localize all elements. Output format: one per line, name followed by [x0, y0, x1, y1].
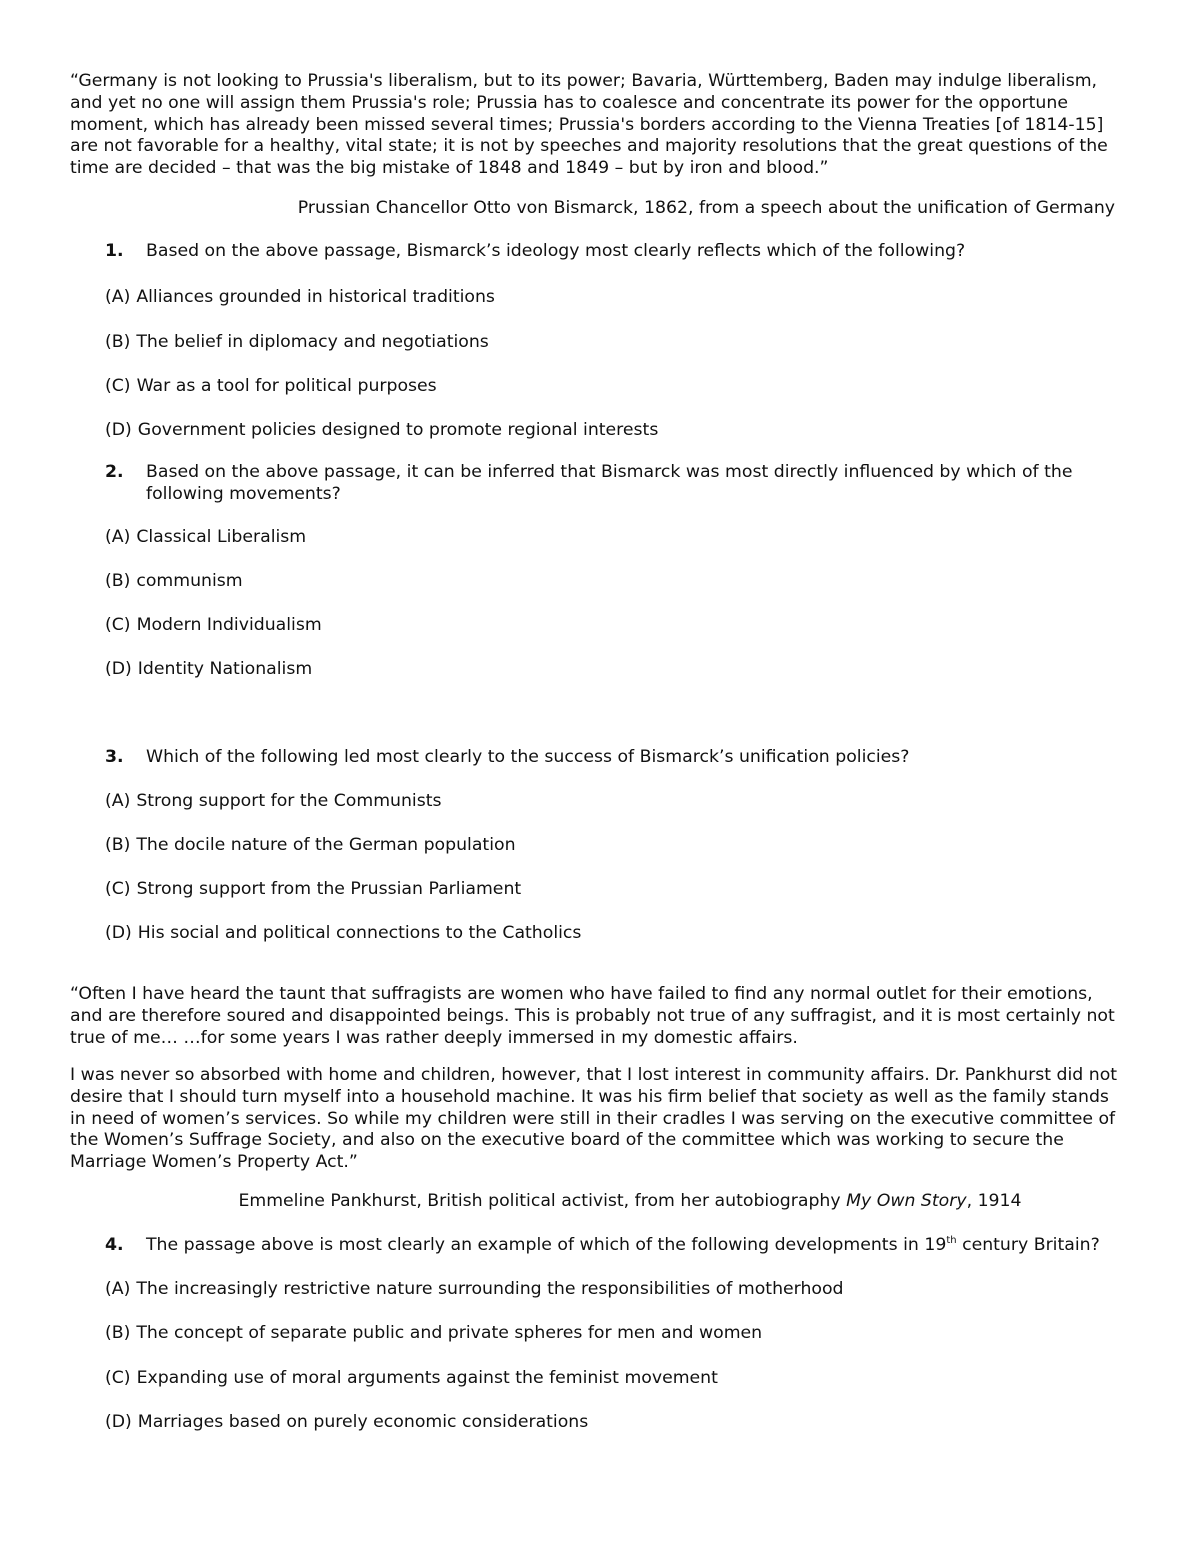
q1-option-b [105, 331, 489, 353]
option-letter: (A) [105, 287, 131, 307]
q4-option-b [105, 1322, 762, 1344]
question-number: 3. [105, 747, 124, 767]
option-letter: (D) [105, 923, 132, 943]
q1-option-c [105, 375, 437, 397]
q3-option-c [105, 878, 521, 900]
option-text: The increasingly restrictive nature surrounding the responsibilities of motherhood [136, 1279, 844, 1299]
question-text [146, 1235, 1125, 1257]
option-letter: (B) [105, 332, 131, 352]
option-letter: (A) [105, 527, 131, 547]
option-letter: (B) [105, 835, 131, 855]
pankhurst-attribution [70, 1190, 1190, 1212]
q3-option-a [105, 790, 442, 812]
question-4 [105, 1235, 1125, 1257]
question-text: Which of the following led most clearly to the success of Bismarck’s unification policies? [146, 747, 910, 767]
q2-option-c [105, 614, 322, 636]
option-text: The docile nature of the German population [136, 835, 516, 855]
attribution-text: Emmeline Pankhurst, British political activist, from her autobiography [238, 1191, 847, 1211]
option-text: Strong support from the Prussian Parliament [136, 879, 522, 899]
question-text: Based on the above passage, Bismarck’s ideology most clearly reflects which of the following? [146, 241, 966, 261]
q1-option-a [105, 286, 495, 308]
option-letter: (B) [105, 1323, 131, 1343]
option-text: Strong support for the Communists [136, 791, 442, 811]
question-text-part: The passage above is most clearly an example of which of the following developments in 19 [146, 1235, 947, 1255]
option-letter: (D) [105, 1412, 132, 1432]
q1-option-d [105, 419, 658, 441]
question-number: 4. [105, 1235, 124, 1255]
pankhurst-quote-paragraph-1: “Often I have heard the taunt that suffragists are women who have failed to find any normal outlet for their emotions, and are therefore soured and disappointed beings. This is probably not true of any suffragist, and it is most certainly not true of me… …for some years I was rather deeply immersed in my domestic affairs. [70, 984, 1115, 1048]
question-3 [105, 747, 1125, 769]
question-text-part: century Britain? [956, 1235, 1100, 1255]
question-number: 1. [105, 241, 124, 261]
question-text: Based on the above passage, it can be inferred that Bismarck was most directly influenced by which of the following movements? [146, 462, 1073, 504]
option-letter: (D) [105, 659, 132, 679]
option-text: Government policies designed to promote regional interests [137, 420, 659, 440]
q4-option-a [105, 1278, 844, 1300]
option-letter: (C) [105, 1368, 131, 1388]
option-letter: (B) [105, 571, 131, 591]
q2-option-b [105, 570, 243, 592]
option-text: Identity Nationalism [137, 659, 313, 679]
option-text: Classical Liberalism [136, 527, 307, 547]
q3-option-b [105, 834, 516, 856]
option-text: The belief in diplomacy and negotiations [136, 332, 489, 352]
q4-option-d [105, 1411, 588, 1433]
bismarck-attribution: Prussian Chancellor Otto von Bismarck, 1862, from a speech about the unification of Germany [297, 198, 1115, 218]
question-1 [105, 241, 1125, 263]
option-text: Expanding use of moral arguments against the feminist movement [136, 1368, 718, 1388]
option-text: Alliances grounded in historical traditions [136, 287, 495, 307]
ordinal-suffix: th [946, 1235, 957, 1247]
option-text: War as a tool for political purposes [136, 376, 437, 396]
attribution-year: , 1914 [966, 1191, 1022, 1211]
option-text: His social and political connections to the Catholics [137, 923, 582, 943]
book-title: My Own Story [846, 1191, 967, 1211]
bismarck-quote: “Germany is not looking to Prussia's liberalism, but to its power; Bavaria, Württemberg, Baden may indulge liberalism, and yet no one will assign them Prussia's role; Prussia has to coalesce and concentrate its power for the opportune moment, which has already been missed several times; Prussia's borders according to the Vienna Treaties [of 1814-15] are not favorable for a healthy, vital state; it is not by speeches and majority resolutions that the great questions of the time are decided – that was the big mistake of 1848 and 1849 – but by iron and blood.” [70, 71, 1108, 179]
option-letter: (C) [105, 615, 131, 635]
option-letter: (C) [105, 879, 131, 899]
option-letter: (A) [105, 791, 131, 811]
pankhurst-quote-paragraph-2: I was never so absorbed with home and children, however, that I lost interest in community affairs. Dr. Pankhurst did not desire that I should turn myself into a household machine. It was his firm belief that society as well as the family stands in need of women’s services. So while my children were still in their cradles I was serving on the executive committee of the Women’s Suffrage Society, and also on the executive board of the committee which was working to secure the Marriage Women’s Property Act.” [70, 1065, 1118, 1173]
q4-option-c [105, 1367, 718, 1389]
option-letter: (D) [105, 420, 132, 440]
q3-option-d [105, 922, 581, 944]
option-text: The concept of separate public and private spheres for men and women [136, 1323, 763, 1343]
q2-option-a [105, 526, 306, 548]
question-number: 2. [105, 462, 124, 482]
option-text: Marriages based on purely economic considerations [137, 1412, 589, 1432]
question-2 [105, 462, 1125, 506]
option-text: communism [136, 571, 243, 591]
q2-option-d [105, 658, 312, 680]
option-letter: (A) [105, 1279, 131, 1299]
option-text: Modern Individualism [136, 615, 322, 635]
option-letter: (C) [105, 376, 131, 396]
